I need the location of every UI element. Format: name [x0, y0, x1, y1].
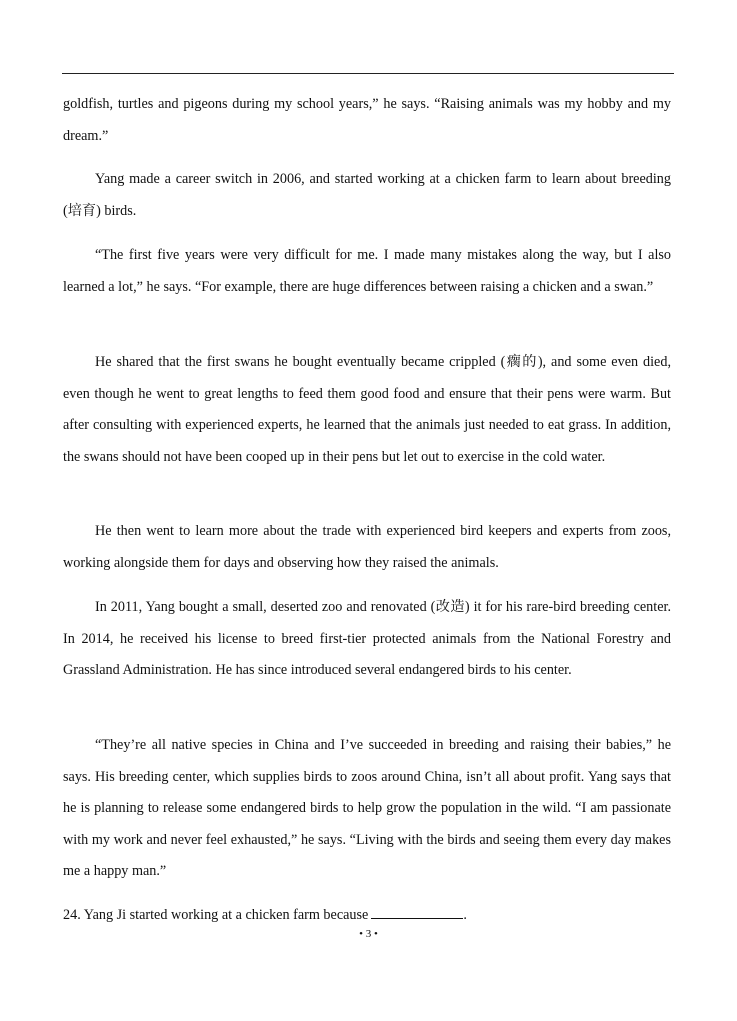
paragraph-4: He shared that the first swans he bought eventually became crippled (瘸的), and some even died, even though he went to great lengths to feed them good food and ensure that their pens were warm. But after consulting with experienced experts, he learned that the animals just needed to eat grass. In addition, the swans should not have been cooped up in their pens but let out to exercise in the cold water.: [63, 354, 671, 465]
paragraph-6: In 2011, Yang bought a small, deserted zoo and renovated (改造) it for his rare-bird breeding center. In 2014, he received his license to breed first-tier protected animals from the National Forestry and Grassland Administration. He has since introduced several endangered birds to his center.: [63, 599, 671, 678]
page-number: • 3 •: [359, 928, 378, 940]
paragraph-2: Yang made a career switch in 2006, and started working at a chicken farm to learn about breeding (培育) birds.: [63, 171, 671, 219]
paragraph-3: “The first five years were very difficult for me. I made many mistakes along the way, but I also learned a lot,” he says. “For example, there are huge differences between raising a chicken and a swan.”: [63, 247, 671, 295]
paragraph-7: “They’re all native species in China and I’ve succeeded in breeding and raising their babies,” he says. His breeding center, which supplies birds to zoos around China, isn’t all about profit. Yang says that he is planning to release some endangered birds to help grow the population in the wild. “I am passionate with my work and never feel exhausted,” he says. “Living with the birds and seeing them every day makes me a happy man.”: [63, 737, 671, 879]
answer-blank[interactable]: [371, 904, 463, 919]
question-24: [63, 900, 671, 932]
paragraph-5: He then went to learn more about the trade with experienced bird keepers and experts from zoos, working alongside them for days and observing how they raised the animals.: [63, 523, 671, 571]
question-end: .: [463, 907, 467, 923]
paragraph-1: goldfish, turtles and pigeons during my school years,” he says. “Raising animals was my hobby and my dream.”: [63, 96, 671, 144]
question-text: 24. Yang Ji started working at a chicken farm because: [63, 907, 369, 923]
header-rule: [62, 73, 674, 74]
